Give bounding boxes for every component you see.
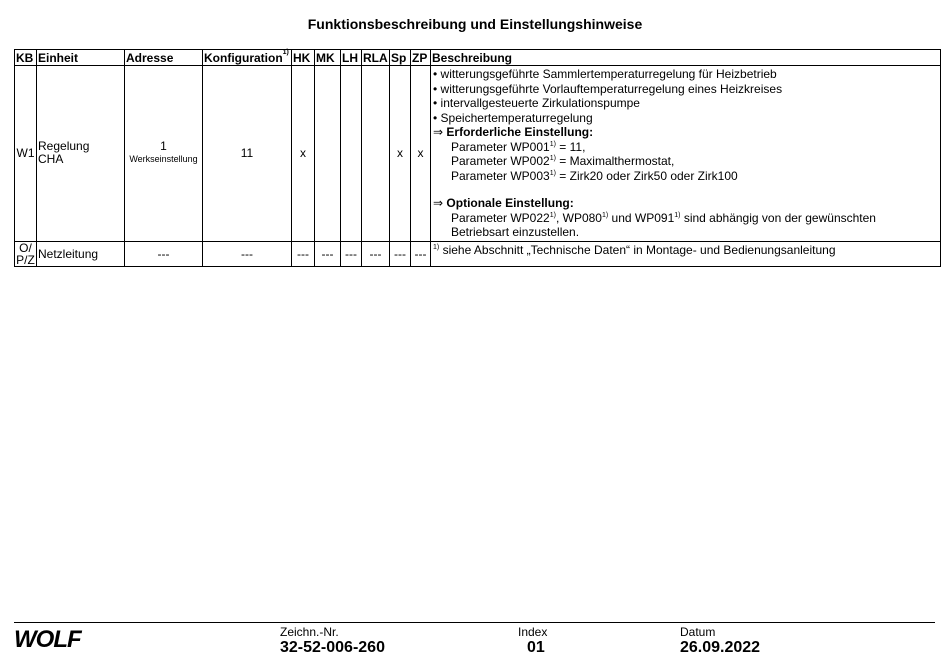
row1-adresse (125, 66, 203, 242)
row1-einheit-line1: Regelung (38, 139, 90, 154)
row2-kb-line2: P/Z (16, 252, 35, 267)
required-line: Parameter $WP003^{1)}$ = Zirk20 oder Zirk50 oder Zirk100 (451, 168, 738, 183)
col-kb: KB (15, 50, 37, 66)
row1-rla (362, 66, 390, 242)
row2-zp: --- (411, 241, 431, 266)
row2-beschreibung: $^{1)}$ siehe Abschnitt „Technische Daten“ in Montage- und Bedienungsanleitung (431, 241, 941, 266)
spacer (433, 183, 938, 196)
row1-konfiguration: 11 (203, 66, 292, 242)
optional-heading-line (433, 196, 938, 211)
col-konfiguration: Konfiguration$^{1)}$ (203, 50, 292, 66)
col-einheit: Einheit (37, 50, 125, 66)
row1-kb: W1 (15, 66, 37, 242)
row2-konfiguration: --- (203, 241, 292, 266)
bullet-item: • intervallgesteuerte Zirkulationspumpe (433, 96, 938, 111)
optional-heading: Optionale Einstellung: (446, 196, 574, 210)
table-row (15, 66, 941, 242)
wolf-logo-text: WOLF (14, 627, 81, 651)
datum-label: Datum (680, 625, 716, 639)
row1-einheit-line2: CHA (38, 152, 64, 167)
datum-value: 26.09.2022 (680, 639, 761, 656)
row1-einheit (37, 66, 125, 242)
arrow-icon: ⇒ (433, 125, 444, 139)
wolf-logo (14, 627, 102, 651)
row2-lh: --- (341, 241, 362, 266)
index-value: 01 (527, 639, 545, 656)
index-label: Index (518, 625, 548, 639)
row1-adresse-value: 1 (160, 139, 167, 154)
required-heading-line (433, 125, 938, 140)
col-mk: MK (315, 50, 341, 66)
table-header-row (15, 50, 941, 66)
row2-einheit: Netzleitung (37, 241, 125, 266)
row1-beschreibung (431, 66, 941, 242)
row2-kb-line1: O/ (19, 240, 32, 255)
col-lh: LH (341, 50, 362, 66)
col-beschreibung: Beschreibung (431, 50, 941, 66)
required-heading: Erforderliche Einstellung: (446, 125, 594, 139)
footer-divider (14, 622, 935, 623)
row1-mk (315, 66, 341, 242)
row2-rla: --- (362, 241, 390, 266)
row1-hk: x (292, 66, 315, 242)
optional-line: Betriebsart einzustellen. (451, 225, 580, 239)
optional-line: Parameter WP022$^{1)}$, WP080$^{1)}$ und WP091$^{1)}$ sind abhängig von der gewünschten (451, 210, 876, 225)
col-sp: Sp (390, 50, 411, 66)
row2-hk: --- (292, 241, 315, 266)
function-table (14, 49, 941, 267)
row2-sp: --- (390, 241, 411, 266)
required-line: Parameter $WP001^{1)} = 11$, (451, 139, 586, 154)
col-rla: RLA (363, 50, 388, 65)
col-zp: ZP (411, 50, 431, 66)
row1-adresse-sub: Werkseinstellung (129, 154, 198, 165)
page-title: Funktionsbeschreibung und Einstellungshinweise (307, 16, 643, 32)
bullet-item: • witterungsgeführte Vorlauftemperaturregelung eines Heizkreises (433, 82, 938, 97)
row1-zp: x (411, 66, 431, 242)
required-line: Parameter $WP002^{1)}$ = Maximalthermostat, (451, 154, 675, 168)
footnote-text: siehe Abschnitt „Technische Daten“ in Montage- und Bedienungsanleitung (439, 242, 836, 257)
row2-adresse: --- (125, 241, 203, 266)
zeichn-value: 32-52-006-260 (280, 639, 385, 656)
bullet-item: • witterungsgeführte Sammlertemperaturregelung für Heizbetrieb (433, 67, 938, 82)
col-hk: HK (292, 50, 315, 66)
row1-lh (341, 66, 362, 242)
arrow-icon: ⇒ (433, 196, 444, 210)
zeichn-label: Zeichn.-Nr. (280, 625, 339, 639)
table-row (15, 241, 941, 266)
row2-kb (15, 241, 37, 266)
col-adresse: Adresse (125, 50, 203, 66)
bullet-item: • Speichertemperaturregelung (433, 111, 938, 126)
row1-sp: x (390, 66, 411, 242)
row2-mk: --- (315, 241, 341, 266)
